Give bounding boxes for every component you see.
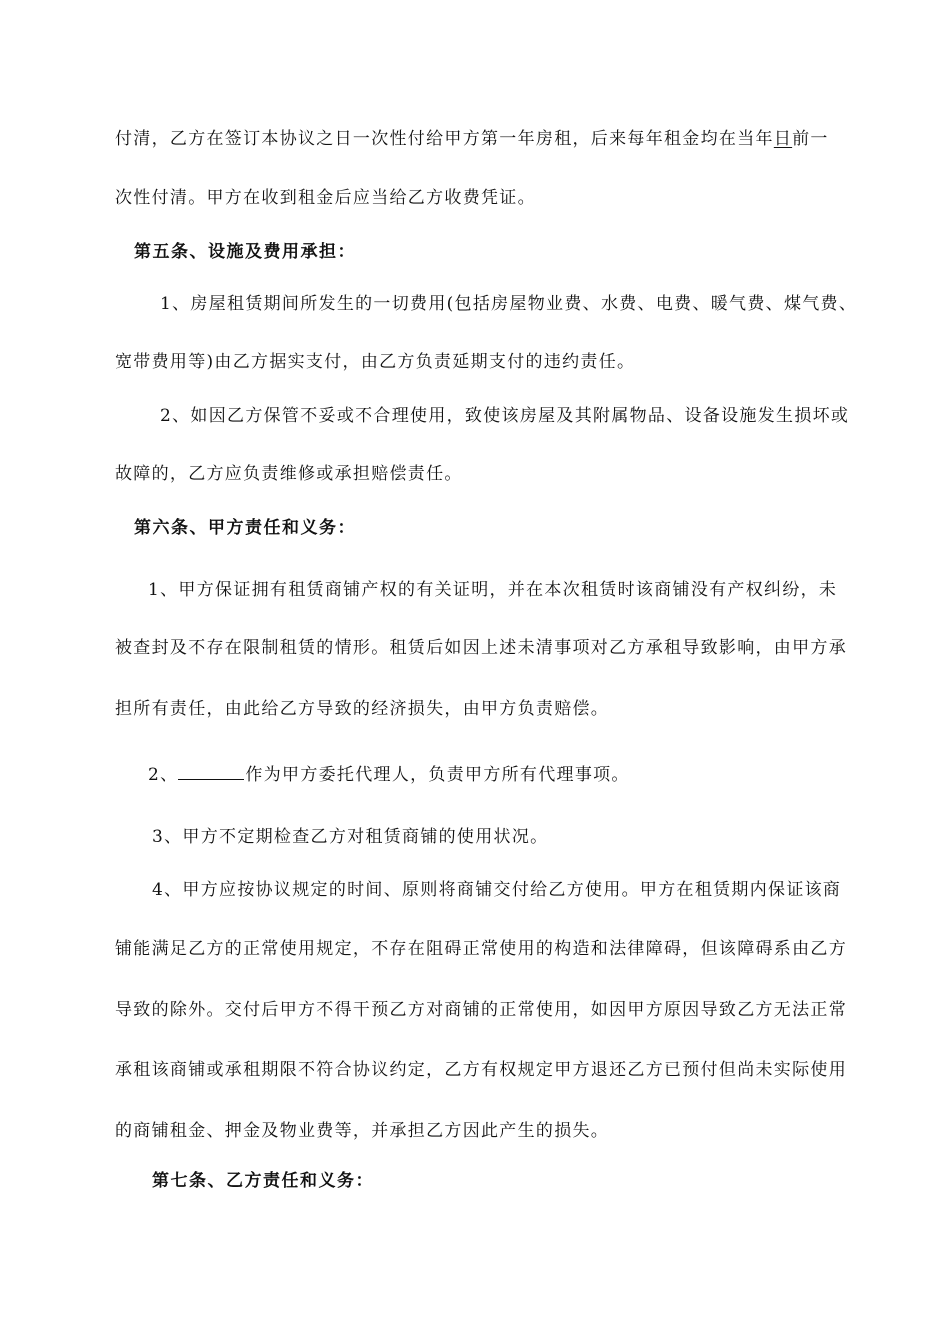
paragraph-line: 2、如因乙方保管不妥或不合理使用，致使该房屋及其附属物品、设备设施发生损坏或 (160, 406, 850, 426)
article-5-heading: 第五条、设施及费用承担： (134, 242, 356, 262)
paragraph-line (148, 763, 630, 786)
paragraph-line: 铺能满足乙方的正常使用规定，不存在阻碍正常使用的构造和法律障碍，但该障碍系由乙方 (115, 939, 847, 959)
paragraph-line: 1、甲方保证拥有租赁商铺产权的有关证明，并在本次租赁时该商铺没有产权纠纷，未 (148, 580, 838, 600)
paragraph-line: 被查封及不存在限制租赁的情形。租赁后如因上述未清事项对乙方承租导致影响，由甲方承 (115, 638, 847, 658)
text-segment: 付清，乙方在签订本协议之日一次性付给甲方第一年房租，后来每年租金均在当年 (115, 129, 774, 149)
paragraph-line (115, 128, 829, 150)
paragraph-line: 宽带费用等)由乙方据实支付，由乙方负责延期支付的违约责任。 (115, 352, 636, 372)
paragraph-line: 次性付清。甲方在收到租金后应当给乙方收费凭证。 (115, 188, 536, 208)
paragraph-line: 承租该商铺或承租期限不符合协议约定，乙方有权规定甲方退还乙方已预付但尚未实际使用 (115, 1060, 847, 1080)
article-6-heading: 第六条、甲方责任和义务： (134, 518, 356, 538)
paragraph-line: 故障的，乙方应负责维修或承担赔偿责任。 (115, 464, 463, 484)
paragraph-line: 1、房屋租赁期间所发生的一切费用(包括房屋物业费、水费、电费、暖气费、煤气费、 (160, 294, 858, 314)
paragraph-line: 的商铺租金、押金及物业费等，并承担乙方因此产生的损失。 (115, 1121, 610, 1141)
paragraph-line: 担所有责任，由此给乙方导致的经济损失，由甲方负责赔偿。 (115, 699, 610, 719)
paragraph-line: 导致的除外。交付后甲方不得干预乙方对商铺的正常使用，如因甲方原因导致乙方无法正常 (115, 1000, 847, 1020)
paragraph-line: 3、甲方不定期检查乙方对租赁商铺的使用状况。 (152, 827, 549, 847)
underlined-day-field: 日 (773, 129, 793, 149)
article-7-heading: 第七条、乙方责任和义务： (152, 1171, 374, 1191)
agent-name-blank (178, 763, 244, 780)
text-segment: 2、 (148, 765, 179, 785)
text-segment: 作为甲方委托代理人，负责甲方所有代理事项。 (245, 765, 630, 785)
paragraph-line: 4、甲方应按协议规定的时间、原则将商铺交付给乙方使用。甲方在租赁期内保证该商 (152, 880, 842, 900)
text-segment: 前一 (792, 129, 829, 149)
